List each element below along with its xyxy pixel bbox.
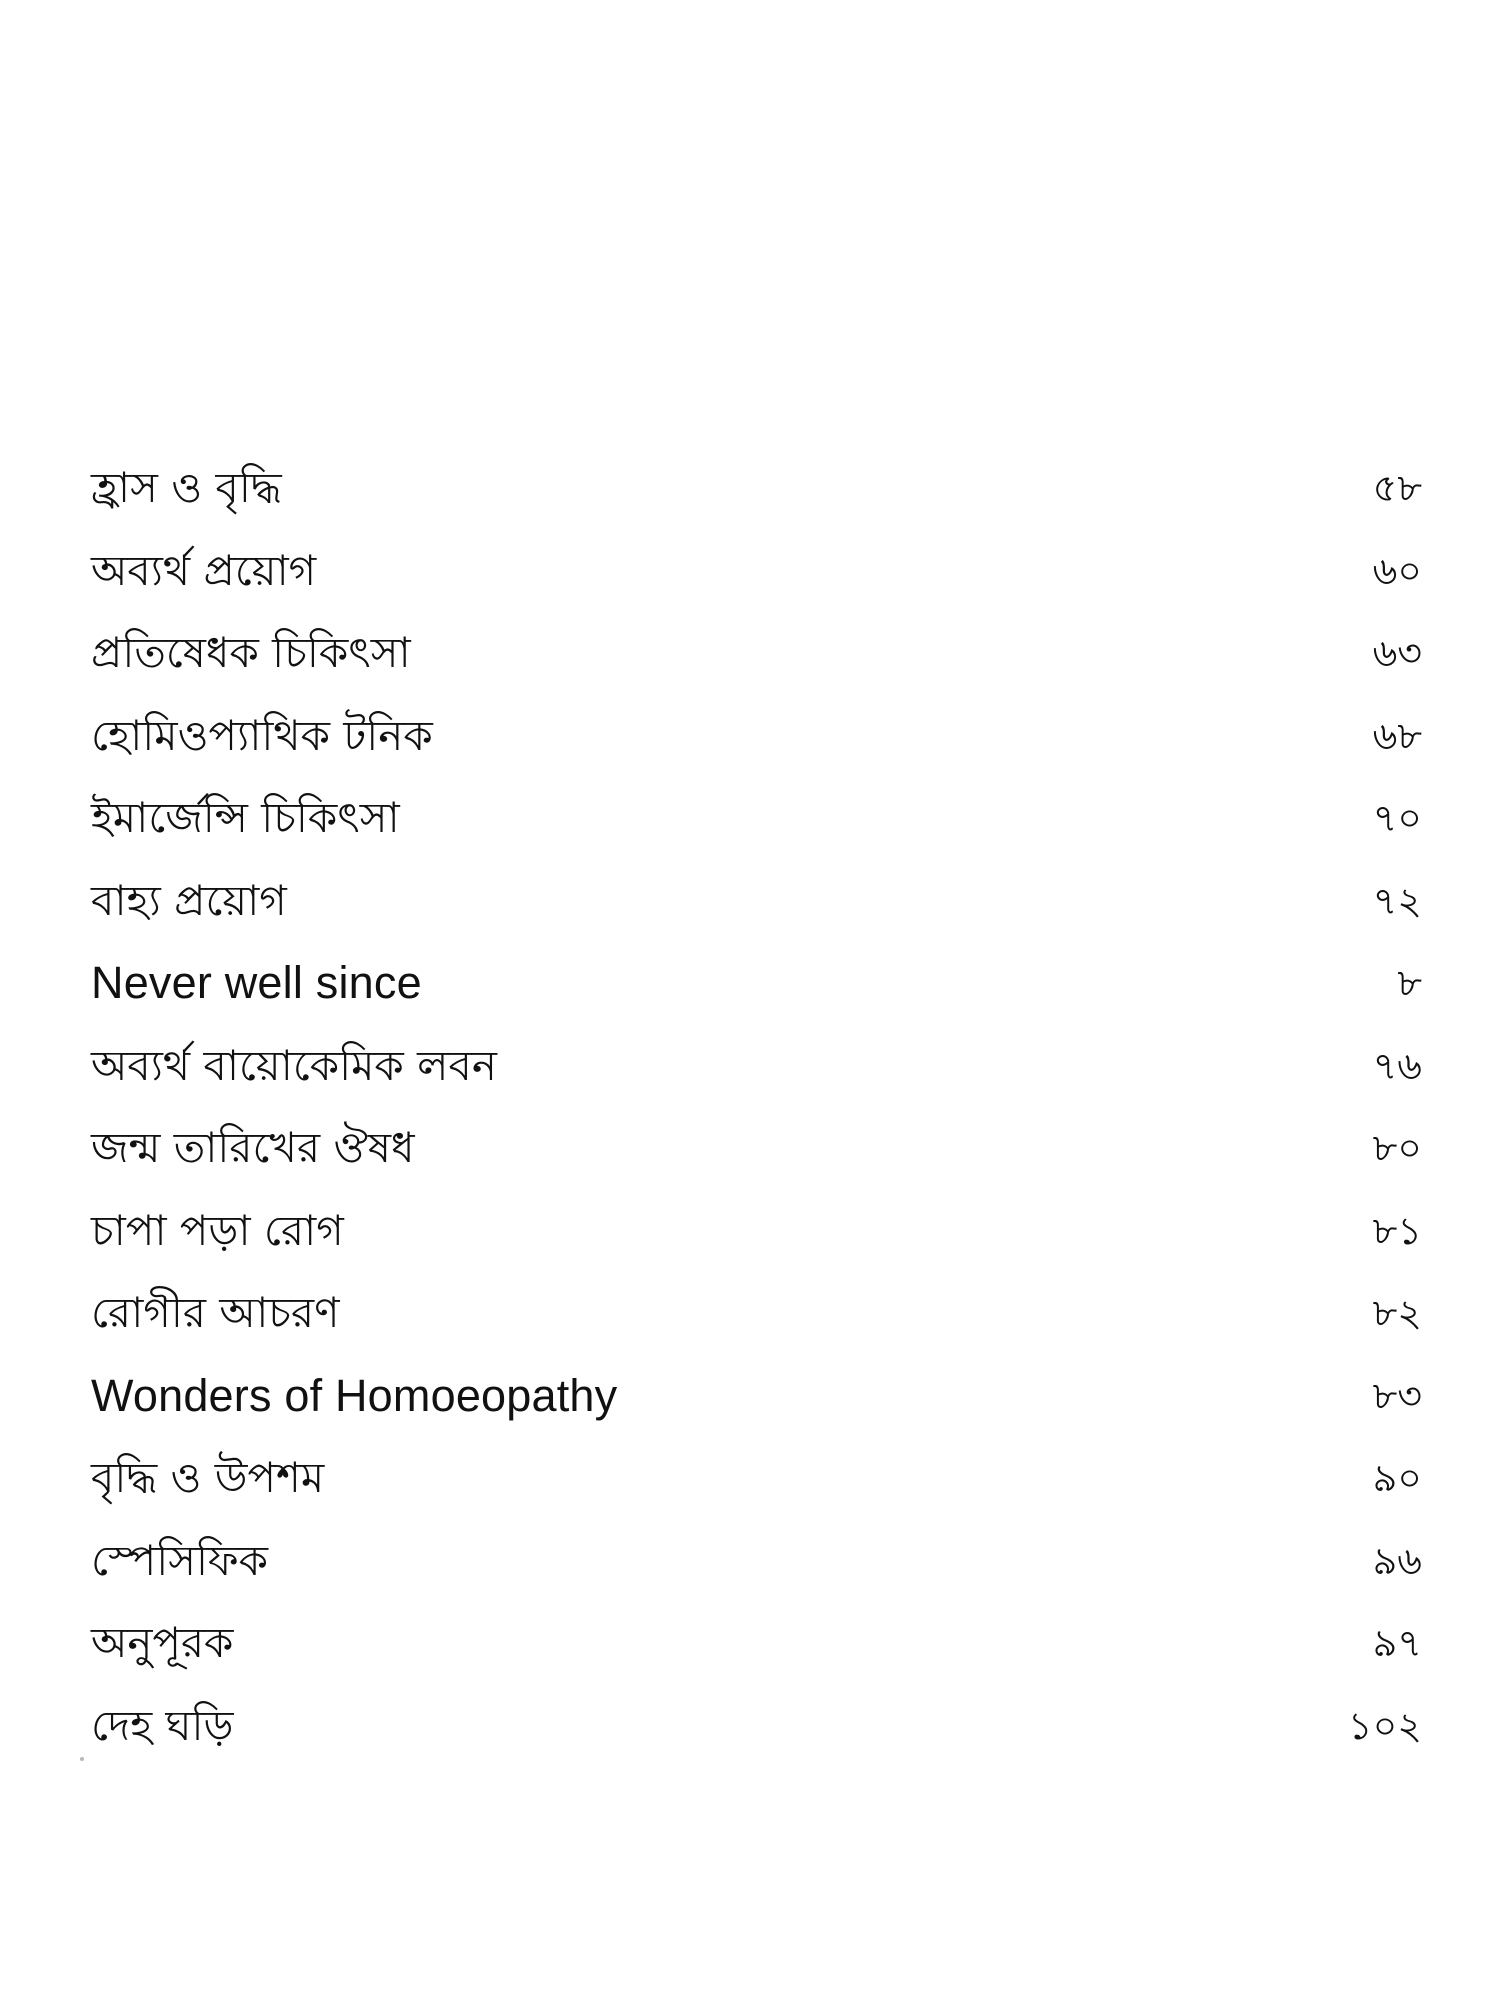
toc-entry-page-number: ৯৬ (1372, 1538, 1422, 1583)
toc-entry-title: রোগীর আচরণ (91, 1288, 340, 1337)
toc-entry (0, 1107, 1500, 1190)
toc-entry-page-number: ৬৮ (1372, 713, 1422, 758)
toc-entry (0, 942, 1500, 1025)
toc-entry (0, 1272, 1500, 1355)
toc-entry-page-number: ৬৩ (1372, 631, 1422, 675)
toc-entry (0, 1190, 1500, 1273)
toc-entry-title: প্রতিষেধক চিকিৎসা (91, 628, 411, 677)
toc-entry (0, 695, 1500, 778)
table-of-contents (0, 447, 1500, 1767)
toc-entry-page-number: ৫৮ (1372, 466, 1422, 510)
toc-entry (0, 777, 1500, 860)
toc-entry (0, 1602, 1500, 1685)
toc-entry-page-number: ১০২ (1347, 1703, 1422, 1748)
toc-entry (0, 1355, 1500, 1438)
toc-entry (0, 530, 1500, 613)
scan-speck (80, 1757, 84, 1761)
toc-entry-title: অব্যর্থ বায়োকেমিক লবন (91, 1040, 497, 1090)
toc-entry-page-number: ৮১ (1372, 1208, 1422, 1253)
toc-entry-title: দেহ ঘড়ি (91, 1700, 234, 1750)
toc-entry (0, 1520, 1500, 1603)
toc-entry-page-number: ৮৩ (1372, 1373, 1422, 1418)
toc-entry-page-number: ৭০ (1372, 796, 1422, 840)
toc-entry (0, 1685, 1500, 1768)
toc-entry (0, 447, 1500, 530)
toc-entry-title: Wonders of Homoeopathy (91, 1369, 618, 1421)
toc-entry-page-number: ৭৬ (1372, 1043, 1422, 1088)
toc-entry-title: হ্রাস ও বৃদ্ধি (91, 463, 282, 512)
toc-entry-page-number: ৯০ (1372, 1456, 1422, 1500)
toc-entry (0, 1437, 1500, 1520)
toc-entry-title: স্পেসিফিক (91, 1535, 269, 1585)
toc-entry (0, 1025, 1500, 1108)
toc-entry-page-number: ৮২ (1372, 1291, 1422, 1335)
toc-entry-title: চাপা পড়া রোগ (91, 1205, 344, 1255)
toc-entry-title: Never well since (91, 957, 422, 1008)
toc-entry-title: অব্যর্থ প্রয়োগ (91, 545, 317, 595)
toc-entry-page-number: ৬০ (1372, 548, 1422, 593)
toc-entry-title: বাহ্য প্রয়োগ (91, 875, 287, 925)
toc-entry-title: জন্ম তারিখের ঔষধ (91, 1123, 415, 1172)
toc-entry-title: ইমার্জেন্সি চিকিৎসা (91, 793, 400, 842)
toc-entry-page-number: ৯৭ (1372, 1621, 1422, 1665)
toc-entry-title: বৃদ্ধি ও উপশম (91, 1453, 325, 1502)
toc-entry (0, 860, 1500, 943)
toc-entry-title: হোমিওপ্যাথিক টনিক (91, 710, 433, 760)
toc-entry-page-number: ৮ (1397, 961, 1422, 1005)
toc-entry-title: অনুপূরক (91, 1618, 234, 1667)
toc-entry-page-number: ৭২ (1372, 878, 1422, 923)
toc-entry (0, 612, 1500, 695)
toc-entry-page-number: ৮০ (1372, 1126, 1422, 1170)
